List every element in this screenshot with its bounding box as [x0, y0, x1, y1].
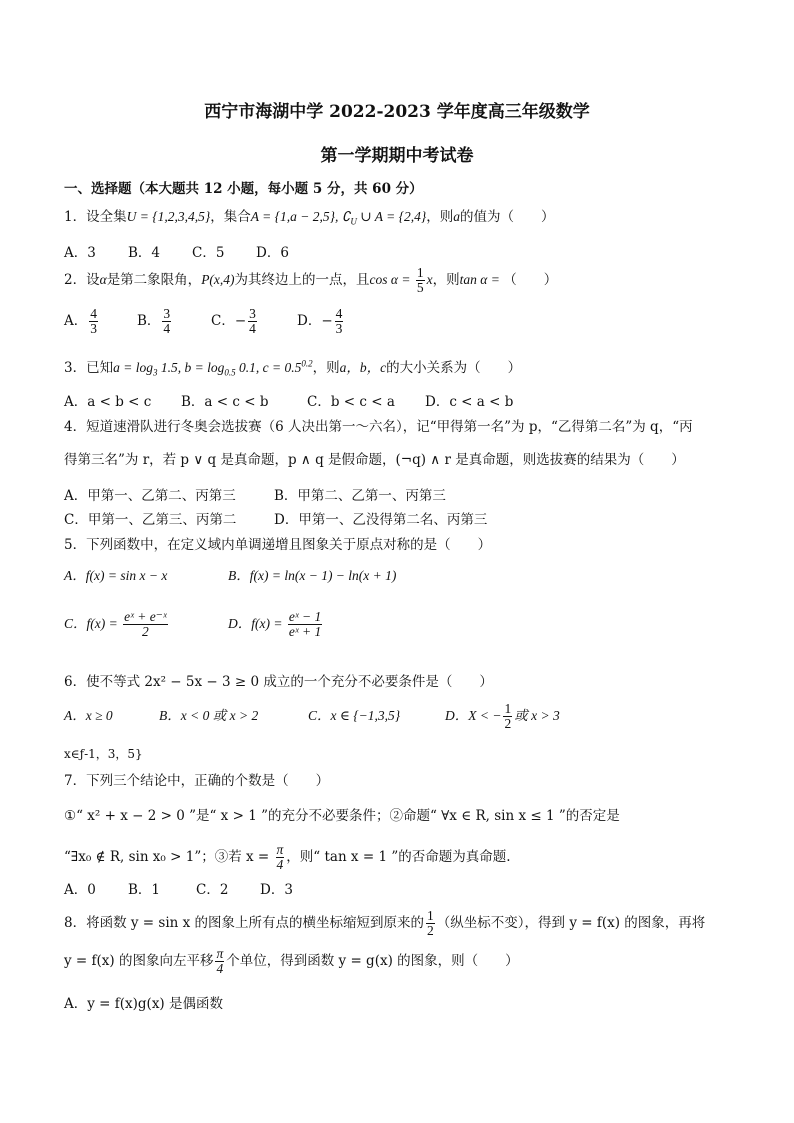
- q8-fraction-1: [426, 909, 435, 938]
- q3-vars: a，b，c: [339, 360, 387, 375]
- q2-option-b-label: B．: [137, 313, 161, 330]
- question-8-line-2: [64, 947, 519, 976]
- question-4-option-d: D．甲第一、乙没得第二名、丙第三: [274, 512, 488, 528]
- q6-option-d-rest: 或 x > 3: [514, 708, 560, 724]
- question-4-option-c: C．甲第一、乙第三、丙第二: [64, 512, 237, 528]
- q2-option-c-num: 3: [249, 306, 256, 321]
- q7-frac-den: 4: [276, 857, 284, 873]
- q2-option-a-den: 3: [90, 321, 97, 337]
- q2-option-a-label: A．: [64, 313, 88, 330]
- q6-option-a: A．x ≥ 0: [64, 708, 113, 724]
- question-4-line-2: 得第三名”为 r，若 p ∨ q 是真命题，p ∧ q 是假命题，(¬q) ∧ r 是真命题，则选拔赛的结果为（ ）: [64, 452, 685, 468]
- q5-option-d-label: D．f(x) =: [228, 616, 286, 632]
- question-3-stem: [64, 356, 521, 376]
- q6-option-c: C．x ∈ {−1,3,5}: [308, 708, 401, 724]
- q5-option-d-frac: [288, 610, 322, 639]
- question-8-option-a: A．y = f(x)g(x) 是偶函数: [64, 996, 223, 1012]
- q2-option-d-den: 3: [335, 321, 343, 337]
- q2-option-a-num: 4: [90, 306, 97, 321]
- q2-option-c-label: C．−: [211, 313, 247, 330]
- q3-option-a: A．a < b < c: [64, 394, 152, 410]
- q2-text-5: （ ）: [503, 272, 558, 289]
- q1-comp-symbol: , ∁: [335, 209, 351, 224]
- q5-option-c-num: eˣ + e⁻ˣ: [124, 609, 167, 624]
- question-7-line-2: [64, 843, 511, 872]
- q3-option-d: D．c < a < b: [425, 394, 514, 410]
- q2-frac-num: 1: [416, 265, 424, 280]
- q6-option-d: [445, 701, 560, 732]
- q8-frac1-num: 1: [427, 908, 434, 923]
- q3-expressions: [113, 358, 313, 378]
- q1-number: 1．设全集: [64, 209, 127, 225]
- q3-a-sub: 3: [152, 367, 158, 378]
- q5-option-c-label: C．f(x) =: [64, 616, 122, 632]
- question-4-option-a: A．甲第一、乙第二、丙第三: [64, 488, 236, 504]
- q8-frac2-num: π: [216, 946, 224, 961]
- exam-title-line2: 第一学期期中考试卷: [320, 146, 474, 166]
- question-6-stray-note: x∈ƒ-1，3，5}: [64, 747, 143, 761]
- q7-frac-num: π: [276, 842, 284, 857]
- q2-option-b: [137, 307, 211, 336]
- q8-line-2-b: 个单位，得到函数 y = g(x) 的图象，则（ ）: [226, 953, 519, 970]
- q2-text-4: ，则: [432, 272, 460, 289]
- q8-line-1-b: （纵坐标不变），得到 y = f(x) 的图象，再将: [436, 915, 706, 932]
- q1-option-d: D．6: [256, 245, 289, 261]
- q3-b-sub: 0.5: [224, 367, 236, 378]
- q2-frac-den: 5: [416, 280, 424, 296]
- q3-c-sup: 0.2: [301, 358, 313, 369]
- q2-option-c-den: 4: [249, 321, 256, 337]
- q2-option-a: [64, 307, 137, 336]
- q1-option-c: C．5: [192, 245, 225, 261]
- q1-set-a: A = {1,a − 2,5}: [250, 209, 336, 224]
- q3-a-rest: 1.5, b = log: [157, 360, 225, 375]
- q8-frac2-den: 4: [216, 961, 224, 977]
- q1-option-b: B．4: [128, 245, 161, 261]
- q3-text-1: 3．已知: [64, 360, 114, 376]
- q8-fraction-2: [215, 947, 224, 976]
- q5-option-d-den: eˣ + 1: [288, 624, 322, 640]
- q2-option-b-frac: [162, 307, 171, 336]
- q7-option-b: B．1: [128, 882, 161, 898]
- q2-fraction: [416, 266, 425, 295]
- q1-tail: 的值为（ ）: [460, 209, 555, 225]
- q2-option-c: [211, 307, 297, 336]
- q6-option-d-num: 1: [504, 701, 512, 716]
- question-3-options: [64, 390, 513, 410]
- q6-option-d-label: D．X < −: [445, 708, 502, 724]
- q2-option-a-frac: [89, 307, 98, 336]
- q1-comp-rest: ∪ A = {2,4}: [356, 209, 427, 224]
- q6-option-d-frac: [503, 702, 512, 731]
- q3-option-c: C．b < c < a: [307, 394, 395, 410]
- question-6-options: [64, 702, 560, 731]
- q1-set-u: U = {1,2,3,4,5}: [126, 209, 211, 224]
- exam-title-line1: 西宁市海湖中学 2022-2023 学年度高三年级数学: [204, 102, 590, 122]
- q2-cos: cos α =: [369, 272, 414, 288]
- q2-text-3: 为其终边上的一点，且: [234, 272, 370, 289]
- q8-line-1-a: 8．将函数 y = sin x 的图象上所有点的横坐标缩短到原来的: [64, 915, 425, 932]
- q1-var: a: [453, 209, 460, 224]
- q2-text-2: 是第二象限角，: [106, 272, 202, 289]
- q3-a-expr: a = log: [113, 360, 153, 375]
- question-1-stem: [64, 205, 555, 225]
- q2-option-b-num: 3: [163, 306, 171, 321]
- q7-fraction: [276, 843, 285, 872]
- question-2-stem: [64, 266, 557, 295]
- q5-option-c-den: 2: [142, 624, 149, 640]
- q2-option-d-frac: [335, 307, 344, 336]
- question-1-options: [64, 241, 289, 261]
- q2-option-d-label: D．−: [297, 313, 333, 330]
- q7-option-c: C．2: [196, 882, 229, 898]
- question-5-option-a: A．f(x) = sin x − x: [64, 568, 168, 583]
- question-6-stem: 6．使不等式 2x² − 5x − 3 ≥ 0 成立的一个充分不必要条件是（ ）: [64, 674, 493, 690]
- question-8-line-1: [64, 909, 705, 938]
- q3-text-2: ，则: [312, 360, 340, 376]
- q3-text-3: 的大小关系为（ ）: [386, 360, 522, 376]
- q7-line-2-b: ，则“ tan x = 1 ”的否命题为真命题.: [286, 849, 511, 866]
- q6-option-d-den: 2: [504, 716, 512, 732]
- q7-line-2-a: “∃x₀ ∉ R, sin x₀ > 1”；③若 x =: [64, 849, 274, 866]
- section-header-choice: 一、选择题（本大题共 12 小题，每小题 5 分，共 60 分）: [64, 181, 423, 197]
- q1-option-a: A．3: [64, 245, 96, 261]
- q7-option-a: A．0: [64, 882, 96, 898]
- q2-option-d-num: 4: [335, 306, 343, 321]
- q2-tan: tan α =: [459, 272, 504, 288]
- question-4-line-1: 4．短道速滑队进行冬奥会选拔赛（6 人决出第一～六名），记“甲得第一名”为 p，“乙得第二名”为 q，“丙: [64, 419, 693, 435]
- q2-text-1: 2．设: [64, 272, 100, 289]
- question-5-option-d: [228, 610, 324, 639]
- q2-point: P(x,4): [201, 272, 235, 288]
- question-5-option-c: [64, 610, 170, 639]
- q5-option-d-num: eˣ − 1: [288, 609, 322, 624]
- question-5-option-b: B．f(x) = ln(x − 1) − ln(x + 1): [228, 568, 397, 583]
- q8-line-2-a: y = f(x) 的图象向左平移: [64, 953, 214, 970]
- q6-option-b: B．x < 0 或 x > 2: [159, 708, 259, 724]
- q8-frac1-den: 2: [427, 923, 434, 939]
- q2-option-b-den: 4: [163, 321, 171, 337]
- question-2-options: [64, 307, 345, 336]
- q2-option-c-frac: [248, 307, 257, 336]
- q7-option-d: D．3: [260, 882, 293, 898]
- q2-option-d: [297, 306, 345, 337]
- question-7-options: [64, 878, 293, 898]
- q1-comp-sub: U: [350, 216, 357, 227]
- question-7-line-1: ①“ x² + x − 2 > 0 ”是“ x > 1 ”的充分不必要条件；②命题“ ∀x ∈ R, sin x ≤ 1 ”的否定是: [64, 808, 620, 824]
- q2-alpha: α: [99, 272, 107, 288]
- q3-b-rest: 0.1, c = 0.5: [235, 360, 302, 375]
- q1-text: ，集合: [210, 209, 251, 225]
- question-4-option-b: B．甲第二、乙第一、丙第三: [274, 488, 446, 504]
- q3-option-b: B．a < c < b: [181, 394, 269, 410]
- question-7-stem: 7．下列三个结论中，正确的个数是（ ）: [64, 773, 330, 789]
- q2-x: x: [426, 272, 433, 288]
- q1-text-end: ，则: [426, 209, 454, 225]
- q5-option-c-frac: [123, 610, 168, 639]
- question-5-stem: 5．下列函数中，在定义域内单调递增且图象关于原点对称的是（ ）: [64, 537, 492, 553]
- q1-complement: [335, 209, 427, 227]
